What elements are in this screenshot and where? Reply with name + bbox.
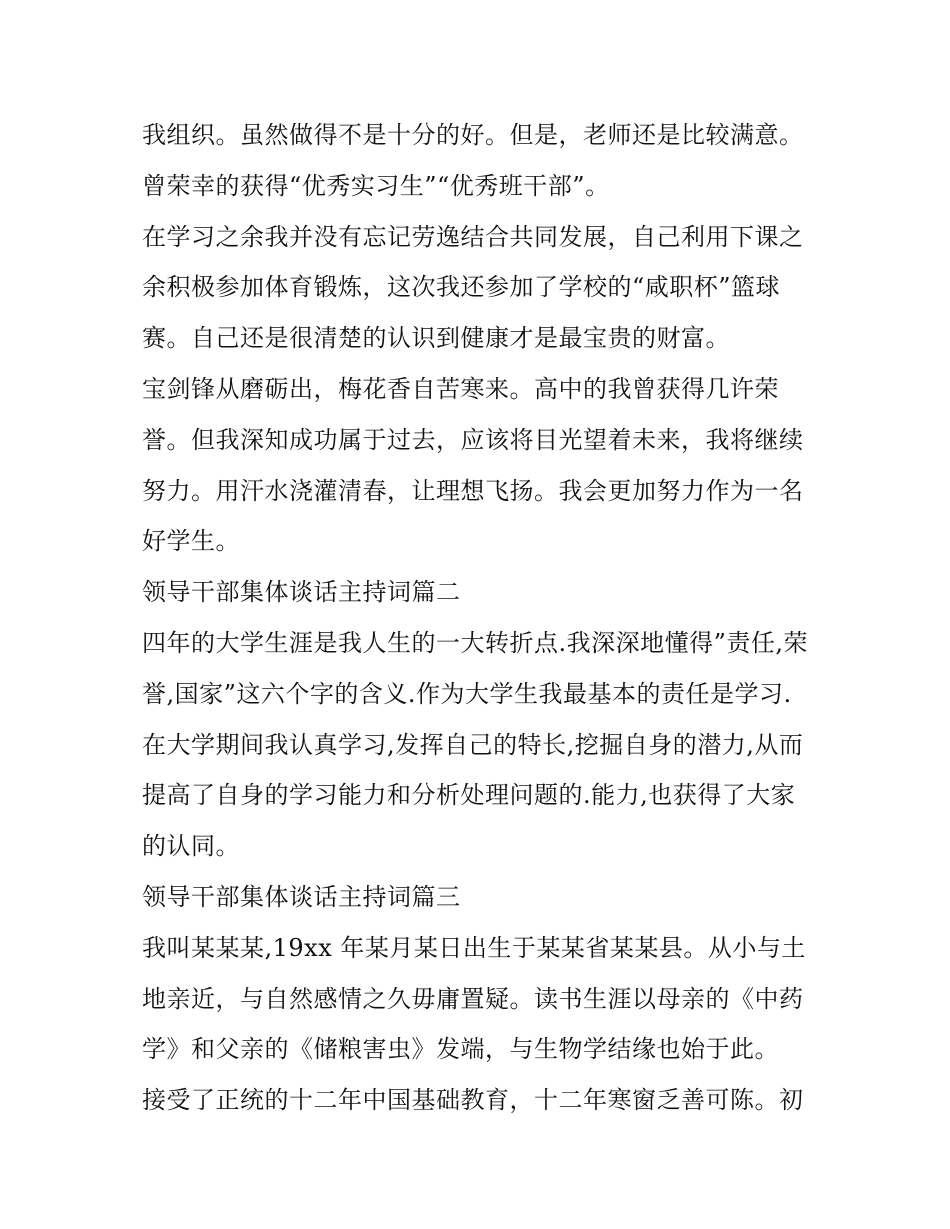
document-body (142, 110, 822, 1126)
text-line: 好学生。 (142, 527, 240, 556)
text-line: 宝剑锋从磨砺出，梅花香自苦寒来。高中的我曾获得几许荣 (142, 374, 779, 403)
section-heading: 领导干部集体谈话主持词篇三 (142, 882, 461, 911)
text-line: 地亲近，与自然感情之久毋庸置疑。读书生涯以母亲的《中药 (142, 984, 804, 1013)
text-line: 誉。但我深知成功属于过去，应该将目光望着未来，我将继续 (142, 425, 804, 454)
text-line: 我叫某某某,19xx 年某月某日出生于某某省某某县。从小与土 (142, 933, 806, 962)
text-line: 的认同。 (142, 832, 240, 861)
text-line: 提高了自身的学习能力和分析处理问题的.能力,也获得了大家 (142, 781, 796, 810)
text-line: 我组织。虽然做得不是十分的好。但是，老师还是比较满意。 (142, 121, 804, 149)
section-heading: 领导干部集体谈话主持词篇二 (142, 578, 461, 607)
text-line: 曾荣幸的获得“优秀实习生”“优秀班干部”。 (142, 171, 610, 200)
text-line: 学》和父亲的《储粮害虫》发端，与生物学结缘也始于此。 (142, 1035, 779, 1064)
text-line: 誉,国家”这六个字的含义.作为大学生我最基本的责任是学习. (142, 679, 792, 708)
text-line: 在学习之余我并没有忘记劳逸结合共同发展，自己利用下课之 (142, 222, 804, 251)
text-line: 余积极参加体育锻炼，这次我还参加了学校的“咸职杯”篮球 (142, 273, 781, 302)
text-line: 在大学期间我认真学习,发挥自己的特长,挖掘自身的潜力,从而 (142, 730, 804, 759)
text-line: 赛。自己还是很清楚的认识到健康才是最宝贵的财富。 (142, 324, 730, 353)
text-line: 四年的大学生涯是我人生的一大转折点.我深深地懂得”责任,荣 (142, 628, 809, 657)
text-line: 努力。用汗水浇灌清春，让理想飞扬。我会更加努力作为一名 (142, 476, 804, 505)
text-line: 接受了正统的十二年中国基础教育，十二年寒窗乏善可陈。初 (142, 1086, 804, 1115)
